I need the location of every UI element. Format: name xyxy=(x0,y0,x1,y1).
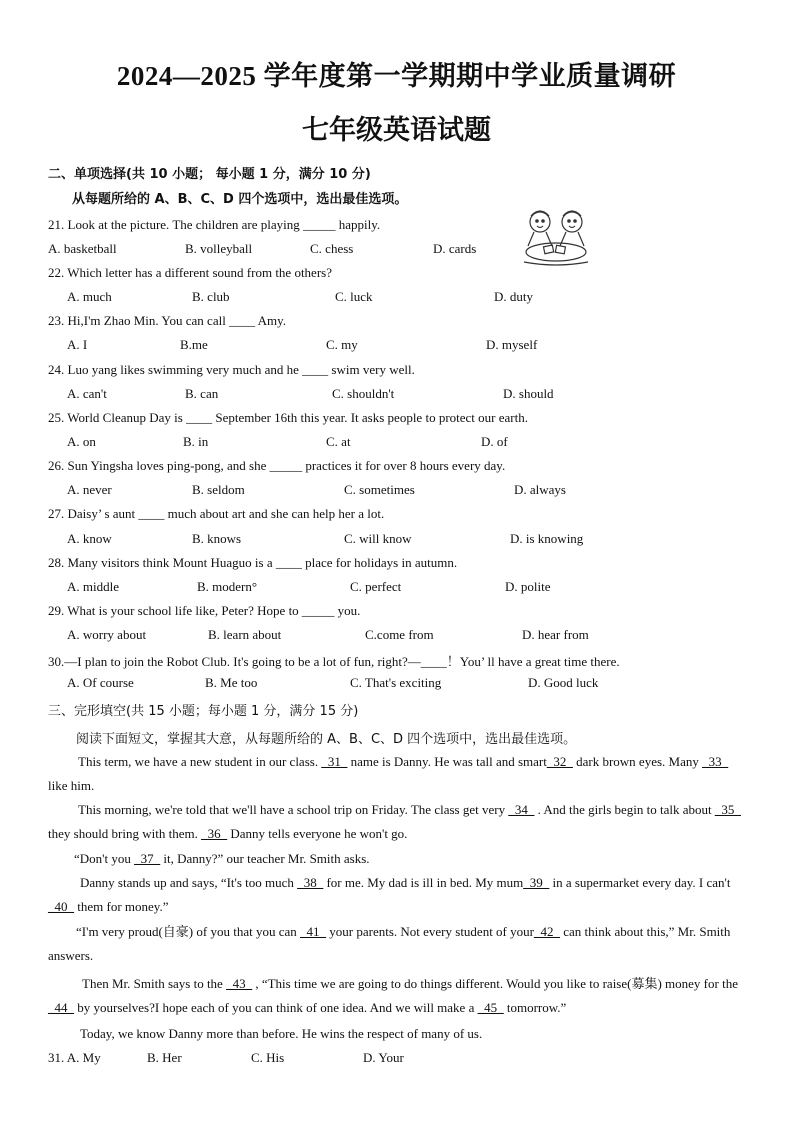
question-25-option-d: D. of xyxy=(481,434,508,449)
question-24-option-a: A. can't xyxy=(67,386,107,401)
question-30-option-b: B. Me too xyxy=(205,675,258,690)
question-22-stem: 22. Which letter has a different sound from the others? xyxy=(48,265,332,280)
blank-34: _34_ xyxy=(508,802,535,817)
blank-33: _33_ xyxy=(702,754,729,769)
question-23-option-d: D. myself xyxy=(486,337,538,352)
question-28-option-a: A. middle xyxy=(67,579,119,594)
question-21-option-c: C. chess xyxy=(310,241,354,256)
page-title: 2024—2025 学年度第一学期期中学业质量调研 xyxy=(116,61,677,91)
blank-37: _37_ xyxy=(134,851,161,866)
question-26-option-d: D. always xyxy=(514,482,566,497)
question-21-option-a: A. basketball xyxy=(48,241,117,256)
blank-36: _36_ xyxy=(201,826,228,841)
question-23-stem: 23. Hi,I'm Zhao Min. You can call ____ Amy. xyxy=(48,313,287,328)
question-22-option-d: D. duty xyxy=(494,289,533,304)
question-25-option-b: B. in xyxy=(183,434,209,449)
section-2-instruction: 从每题所给的 A、B、C、D 四个选项中，选出最佳选项。 xyxy=(72,192,408,207)
section-3-heading: 三、完形填空(共 15 小题；每小题 1 分，满分 15 分) xyxy=(48,704,359,719)
question-22-option-b: B. club xyxy=(192,289,230,304)
blank-41: _41_ xyxy=(300,924,327,939)
blank-44: _44_ xyxy=(48,1000,74,1015)
question-29-option-c: C.come from xyxy=(365,627,434,642)
question-23-option-b: B.me xyxy=(180,337,208,352)
question-21-option-d: D. cards xyxy=(433,241,477,256)
passage-paragraph-6: Then Mr. Smith says to the _43_ , “This time we are going to do things different. Would you like to raise(募集) money for the _44_ by yourselves?I hope each of you can think of one idea. And we will make a _45_ tomorrow.” xyxy=(48,976,738,1015)
question-31-option-d: D. Your xyxy=(363,1050,404,1065)
question-29-stem: 29. What is your school life like, Peter? Hope to _____ you. xyxy=(48,603,361,618)
question-30-option-c: C. That's exciting xyxy=(350,675,442,690)
passage-paragraph-1: This term, we have a new student in our class. _31_ name is Danny. He was tall and smart_32_ dark brown eyes. Many _33_ like him. xyxy=(48,754,729,793)
question-27-option-a: A. know xyxy=(67,531,112,546)
question-31-option-c: C. His xyxy=(251,1050,285,1065)
passage-paragraph-4: Danny stands up and says, “It's too much _38_ for me. My dad is ill in bed. My mum_39_ in a supermarket every day. I can't _40_ them for money.” xyxy=(48,875,731,914)
question-24-option-b: B. can xyxy=(185,386,219,401)
question-24-option-d: D. should xyxy=(503,386,554,401)
question-26-option-b: B. seldom xyxy=(192,482,245,497)
question-25-option-c: C. at xyxy=(326,434,351,449)
question-26-option-a: A. never xyxy=(67,482,112,497)
blank-38: _38_ xyxy=(297,875,324,890)
blank-32: _32_ xyxy=(546,754,573,769)
question-25-stem: 25. World Cleanup Day is ____ September 16th this year. It asks people to protect our earth. xyxy=(48,410,528,425)
question-22-option-a: A. much xyxy=(67,289,112,304)
blank-31: _31_ xyxy=(321,754,348,769)
question-27-option-b: B. knows xyxy=(192,531,242,546)
question-28-option-d: D. polite xyxy=(505,579,551,594)
question-26-option-c: C. sometimes xyxy=(344,482,415,497)
question-28-stem: 28. Many visitors think Mount Huaguo is a ____ place for holidays in autumn. xyxy=(48,555,458,570)
blank-45: _45_ xyxy=(477,1000,504,1015)
question-23-option-c: C. my xyxy=(326,337,358,352)
passage-paragraph-5: “I'm very proud(自豪) of you that you can _41_ your parents. Not every student of your_42_ can think about this,” Mr. Smith answers. xyxy=(48,924,731,963)
blank-39: _39_ xyxy=(523,875,550,890)
question-27-option-d: D. is knowing xyxy=(510,531,584,546)
question-21-option-b: B. volleyball xyxy=(185,241,253,256)
question-27-stem: 27. Daisy’ s aunt ____ much about art and she can help her a lot. xyxy=(48,506,385,521)
passage-paragraph-7: Today, we know Danny more than before. He wins the respect of many of us. xyxy=(80,1026,483,1041)
question-28-option-c: C. perfect xyxy=(350,579,402,594)
question-26-stem: 26. Sun Yingsha loves ping-pong, and she _____ practices it for over 8 hours every day. xyxy=(48,458,506,473)
question-29-option-d: D. hear from xyxy=(522,627,589,642)
question-23-option-a: A. I xyxy=(67,337,88,352)
question-30-stem: 30.—I plan to join the Robot Club. It's going to be a lot of fun, right?—____！You’ ll have a great time there. xyxy=(48,654,620,669)
blank-42: _42_ xyxy=(533,924,560,939)
question-22-option-c: C. luck xyxy=(335,289,373,304)
page-subtitle: 七年级英语试题 xyxy=(302,115,491,145)
section-2-heading: 二、单项选择(共 10 小题； 每小题 1 分，满分 10 分) xyxy=(48,167,371,182)
question-29-option-a: A. worry about xyxy=(67,627,147,642)
question-31-option-b: B. Her xyxy=(147,1050,182,1065)
blank-40: _40_ xyxy=(48,899,74,914)
question-31-option-a: 31. A. My xyxy=(48,1050,101,1065)
question-30-option-a: A. Of course xyxy=(67,675,134,690)
question-21-stem: 21. Look at the picture. The children are playing _____ happily. xyxy=(48,217,381,232)
question-29-option-b: B. learn about xyxy=(208,627,282,642)
question-25-option-a: A. on xyxy=(67,434,96,449)
section-3-instruction: 阅读下面短文，掌握其大意，从每题所给的 A、B、C、D 四个选项中，选出最佳选项。 xyxy=(76,732,577,747)
question-27-option-c: C. will know xyxy=(344,531,412,546)
question-30-option-d: D. Good luck xyxy=(528,675,599,690)
blank-43: _43_ xyxy=(226,976,253,991)
question-28-option-b: B. modern° xyxy=(197,579,258,594)
question-24-stem: 24. Luo yang likes swimming very much and he ____ swim very well. xyxy=(48,362,415,377)
children-playing-cards-illustration xyxy=(516,206,596,268)
blank-35: _35_ xyxy=(714,802,741,817)
passage-paragraph-2: This morning, we're told that we'll have a school trip on Friday. The class get very _34_ . And the girls begin to talk about _35_ they should bring with them. _36_ Danny tells everyone he won't go. xyxy=(48,802,741,841)
question-24-option-c: C. shouldn't xyxy=(332,386,395,401)
passage-paragraph-3: “Don't you _37_ it, Danny?” our teacher Mr. Smith asks. xyxy=(74,851,370,866)
